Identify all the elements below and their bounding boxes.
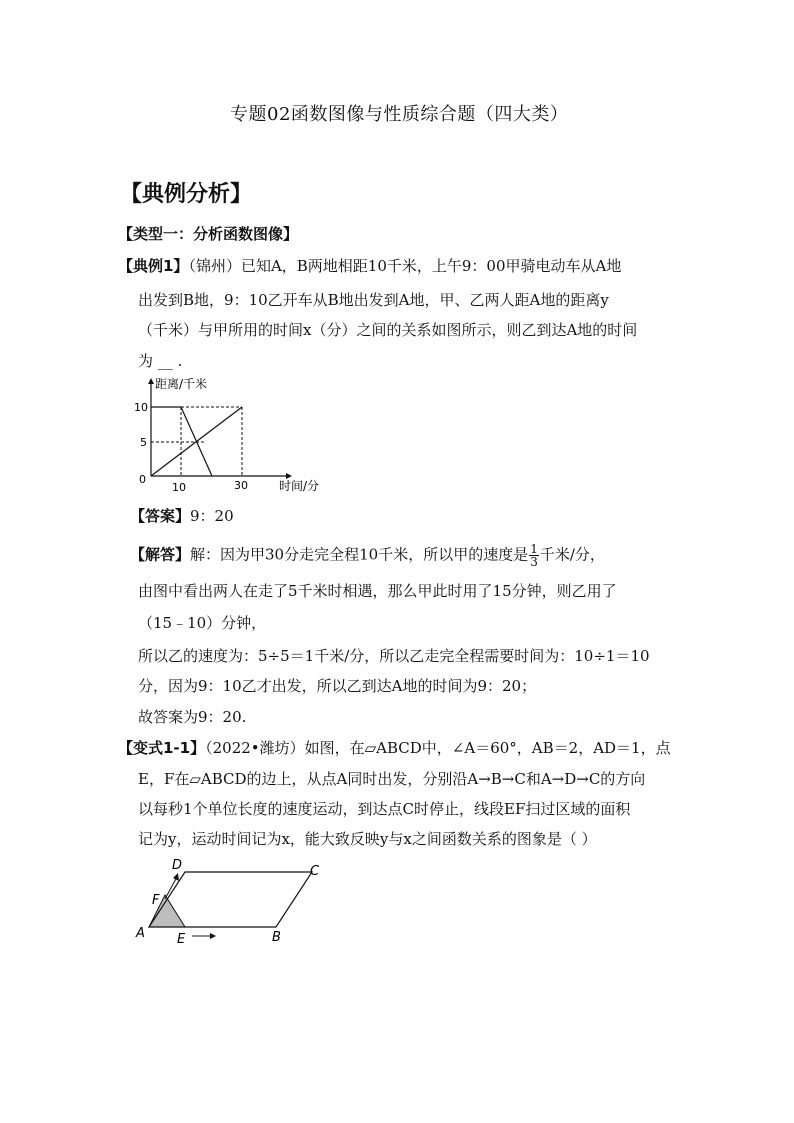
label-d: D bbox=[172, 858, 183, 873]
solution-line-2: 由图中看出两人在走了5千米时相遇，那么甲此时用了15分钟，则乙用了 bbox=[138, 582, 617, 600]
origin-label: 0 bbox=[139, 473, 146, 486]
x-axis-label: 时间/分 bbox=[279, 479, 320, 493]
variant1-line-1 bbox=[118, 739, 671, 757]
label-e: E bbox=[177, 932, 186, 947]
distance-time-graph bbox=[128, 372, 338, 498]
solution-tag: 【解答】 bbox=[130, 545, 191, 564]
solution-line-3: （15﹣10）分钟， bbox=[138, 614, 267, 632]
answer-value: 9：20 bbox=[190, 507, 234, 525]
example1-line-3: （千米）与甲所用的时间x（分）之间的关系如图所示，则乙到达A地的时间 bbox=[138, 321, 638, 339]
answer-line bbox=[130, 507, 234, 525]
y-tick-10: 10 bbox=[134, 401, 148, 414]
variant1-tag: 【变式1-1】 bbox=[118, 739, 206, 757]
type-heading: 【类型一：分析函数图像】 bbox=[118, 225, 299, 243]
example1-line-2: 出发到B地，9：10乙开车从B地出发到A地，甲、乙两人距A地的距离y bbox=[138, 291, 609, 309]
variant1-line-2: E，F在▱ABCD的边上，从点A同时出发，分别沿A→B→C和A→D→C的方向 bbox=[138, 770, 646, 788]
example1-line-1 bbox=[118, 257, 621, 275]
label-c: C bbox=[310, 864, 320, 879]
y-axis-arrow-icon bbox=[148, 378, 154, 384]
variant1-line-3: 以每秒1个单位长度的速度运动，到达点C时停止，线段EF扫过区域的面积 bbox=[138, 800, 631, 818]
fraction-one-third bbox=[529, 543, 539, 568]
page-title: 专题02函数图像与性质综合题（四大类） bbox=[230, 104, 569, 125]
solution-line-6: 故答案为9：20. bbox=[138, 708, 247, 726]
parallelogram-figure bbox=[134, 855, 334, 955]
answer-tag: 【答案】 bbox=[130, 507, 191, 525]
x-tick-10: 10 bbox=[172, 481, 186, 494]
label-f: F bbox=[152, 893, 160, 908]
label-b: B bbox=[272, 930, 281, 945]
fraction-denominator: 3 bbox=[530, 555, 538, 569]
y-axis-label: 距离/千米 bbox=[155, 377, 208, 391]
section-heading: 【典例分析】 bbox=[120, 182, 253, 207]
variant1-text-1: （2022•潍坊）如图，在▱ABCD中，∠A＝60°，AB＝2，AD＝1，点 bbox=[205, 739, 671, 757]
label-a: A bbox=[136, 926, 145, 941]
example1-line-4: 为 __ . bbox=[138, 352, 183, 370]
solution-line-5: 分，因为9：10乙才出发，所以乙到达A地的时间为9：20； bbox=[138, 677, 537, 695]
solution-text-1a: 解：因为甲30分走完全程10千米，所以甲的速度是 bbox=[190, 545, 529, 564]
solution-text-1b: 千米/分， bbox=[539, 545, 605, 564]
x-tick-30: 30 bbox=[234, 479, 248, 492]
example1-text-1: （锦州）已知A，B两地相距10千米，上午9：00甲骑电动车从A地 bbox=[188, 257, 622, 275]
y-tick-5: 5 bbox=[140, 436, 147, 449]
variant1-line-4: 记为y，运动时间记为x，能大致反映y与x之间函数关系的图象是（ ） bbox=[138, 830, 597, 848]
fraction-numerator: 1 bbox=[530, 542, 538, 556]
solution-line-1 bbox=[130, 543, 605, 568]
arrow-ab-head-icon bbox=[210, 933, 216, 939]
example1-tag: 【典例1】 bbox=[118, 257, 189, 275]
solution-line-4: 所以乙的速度为：5÷5＝1千米/分，所以乙走完全程需要时间为：10÷1＝10 bbox=[138, 647, 650, 665]
